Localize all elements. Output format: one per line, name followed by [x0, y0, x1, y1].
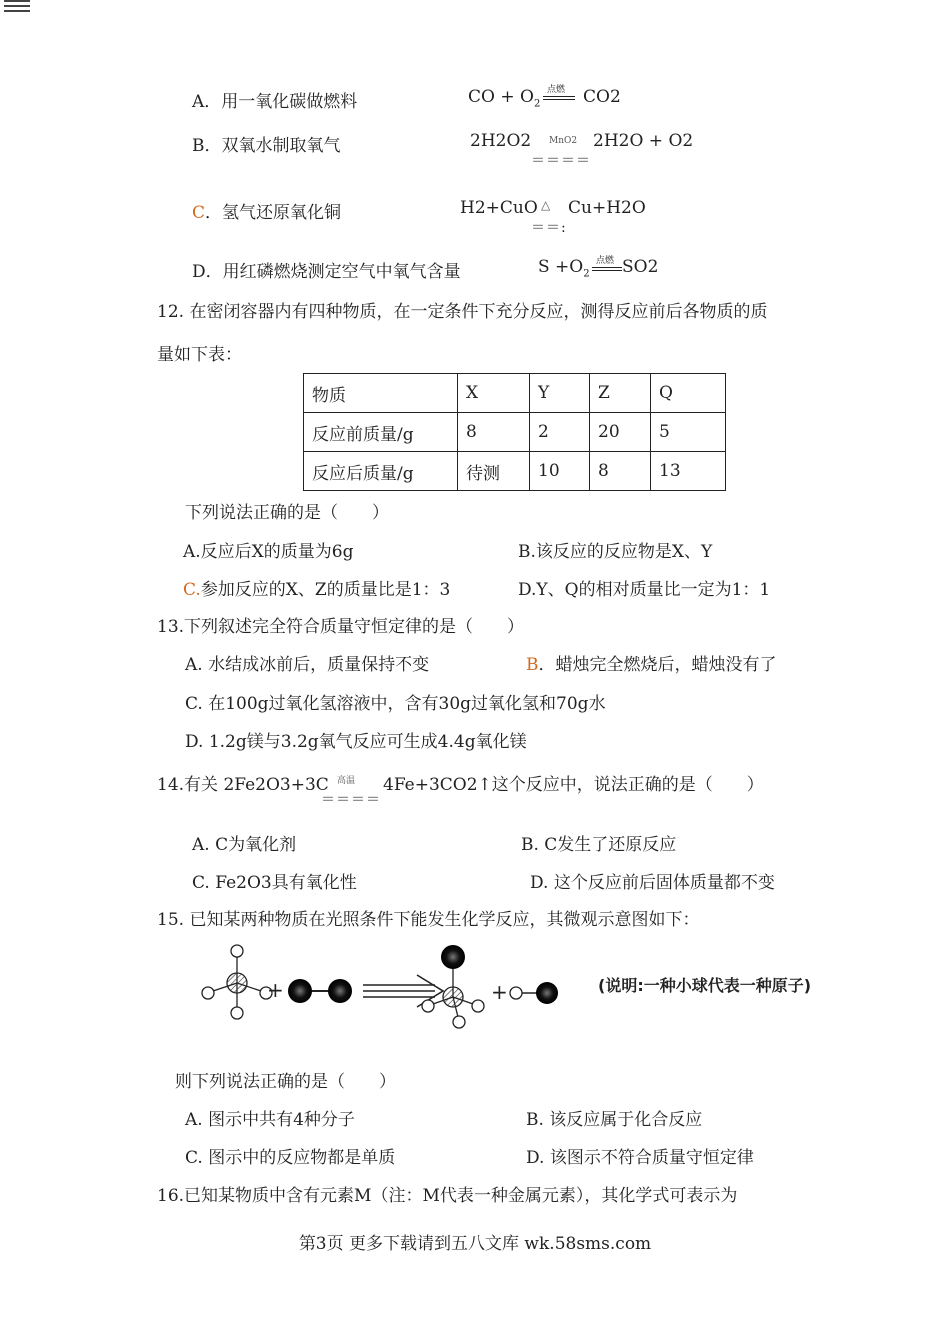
table-cell: X: [458, 374, 530, 413]
q13-b-letter: B: [526, 655, 539, 675]
q11-option-b: B．双氧水制取氧气: [192, 136, 341, 156]
menu-icon[interactable]: [4, 0, 30, 15]
q12-prompt: 下列说法正确的是（ ）: [185, 503, 389, 523]
q15-stem: 15. 已知某两种物质在光照条件下能发生化学反应，其微观示意图如下：: [157, 910, 700, 930]
molecule-product-1: [422, 945, 484, 1028]
q11-c-label: ．氢气还原氧化铜: [205, 203, 342, 223]
q12-option-d: D.Y、Q的相对质量比一定为1：1: [518, 580, 771, 600]
table-cell: Z: [590, 374, 651, 413]
q14-option-d: D. 这个反应前后固体质量都不变: [530, 873, 775, 893]
table-cell: 8: [590, 452, 651, 491]
table-cell: Y: [530, 374, 590, 413]
table-header-row: [304, 374, 726, 413]
q14-equals: ＝＝＝＝: [321, 792, 381, 808]
q12-stem-line2: 量如下表：: [157, 345, 242, 365]
molecule-reactant-1: [202, 945, 272, 1019]
q12-option-b: B.该反应的反应物是X、Y: [518, 542, 713, 562]
q15-option-d: D. 该图示不符合质量守恒定律: [526, 1148, 754, 1168]
q11-c-right: Cu+H2O: [568, 198, 646, 218]
q12-mass-table: [303, 373, 726, 491]
q14-stem-post: 4Fe+3CO2↑这个反应中，说法正确的是（ ）: [383, 775, 764, 795]
q11-c-condition: △: [541, 198, 551, 212]
q14-option-b: B. C发生了还原反应: [521, 835, 677, 855]
q11-d-right: SO2: [622, 257, 659, 277]
q11-b-right: 2H2O + O2: [593, 131, 694, 151]
q15-option-a: A. 图示中共有4种分子: [185, 1110, 355, 1130]
q11-a-left: CO + O: [468, 87, 534, 107]
q11-a-equation: [468, 87, 540, 109]
q12-option-a: A.反应后X的质量为6g: [183, 542, 354, 562]
table-cell: 物质: [304, 374, 458, 413]
q11-d-condition: 点燃: [596, 256, 615, 266]
table-cell: 8: [458, 413, 530, 452]
table-cell: 反应后质量/g: [304, 452, 458, 491]
q15-reaction-diagram: [195, 935, 845, 1030]
q14-option-c: C. Fe2O3具有氧化性: [192, 873, 357, 893]
table-cell: 20: [590, 413, 651, 452]
q11-b-left: 2H2O2: [470, 131, 532, 151]
q11-a-condition: 点燃: [547, 85, 566, 95]
q11-d-arrow: [592, 267, 622, 271]
q12-c-text: 参加反应的X、Z的质量比是1：3: [200, 580, 451, 600]
q11-d-sub: 2: [583, 268, 590, 280]
table-cell: 反应前质量/g: [304, 413, 458, 452]
q11-d-equation: [538, 257, 590, 279]
q11-c-left: H2+CuO: [460, 198, 538, 218]
q13-stem: 13.下列叙述完全符合质量守恒定律的是（ ）: [157, 617, 525, 637]
q11-c-letter: C: [192, 203, 206, 223]
q11-a-right: CO2: [583, 87, 621, 107]
plus-sign: +: [491, 980, 508, 1004]
q15-option-c: C. 图示中的反应物都是单质: [185, 1148, 396, 1168]
q12-c-letter: C.: [183, 580, 201, 600]
q11-a-arrow: [543, 96, 575, 100]
table-cell: Q: [651, 374, 726, 413]
q13-option-a: A. 水结成冰前后，质量保持不变: [185, 655, 430, 675]
q14-stem-pre: 14.有关 2Fe2O3+3C: [157, 775, 329, 795]
table-cell: 2: [530, 413, 590, 452]
q15-note: (说明:一种小球代表一种原子): [598, 976, 812, 995]
q15-option-b: B. 该反应属于化合反应: [526, 1110, 703, 1130]
plus-sign: +: [267, 978, 284, 1002]
q11-b-equals: ＝＝＝＝: [531, 153, 591, 169]
q13-option-d: D. 1.2g镁与3.2g氧气反应可生成4.4g氧化镁: [185, 732, 527, 752]
table-cell: 待测: [458, 452, 530, 491]
q12-stem-line1: 12. 在密闭容器内有四种物质，在一定条件下充分反应，测得反应前后各物质的质: [157, 302, 768, 322]
q11-a-sub: 2: [533, 98, 541, 110]
table-row: [304, 452, 726, 491]
q11-c-equals: ＝＝:: [531, 220, 567, 236]
q11-b-condition: MnO2: [549, 136, 578, 146]
molecule-reactant-2: [288, 979, 352, 1003]
q11-option-a: A．用一氧化碳做燃料: [192, 92, 358, 112]
q13-option-b: [526, 650, 777, 675]
q14-option-a: A. C为氧化剂: [192, 835, 297, 855]
q13-b-text: ．蜡烛完全燃烧后，蜡烛没有了: [538, 655, 777, 675]
q11-d-left: S +O: [538, 257, 584, 277]
q16-stem: 16.已知某物质中含有元素M（注：M代表一种金属元素），其化学式可表示为: [157, 1186, 738, 1206]
q11-option-d: D．用红磷燃烧测定空气中氧气含量: [192, 262, 461, 282]
q11-option-c: [192, 198, 341, 223]
q13-option-c: C. 在100g过氧化氢溶液中，含有30g过氧化氢和70g水: [185, 694, 606, 714]
table-cell: 10: [530, 452, 590, 491]
table-cell: 5: [651, 413, 726, 452]
page-footer: 第3页 更多下载请到五八文库 wk.58sms.com: [298, 1234, 652, 1254]
molecule-product-2: [510, 982, 558, 1004]
q14-condition: 高温: [337, 776, 356, 786]
q12-option-c: [183, 575, 450, 600]
table-cell: 13: [651, 452, 726, 491]
q15-prompt: 则下列说法正确的是（ ）: [175, 1072, 396, 1092]
table-row: [304, 413, 726, 452]
